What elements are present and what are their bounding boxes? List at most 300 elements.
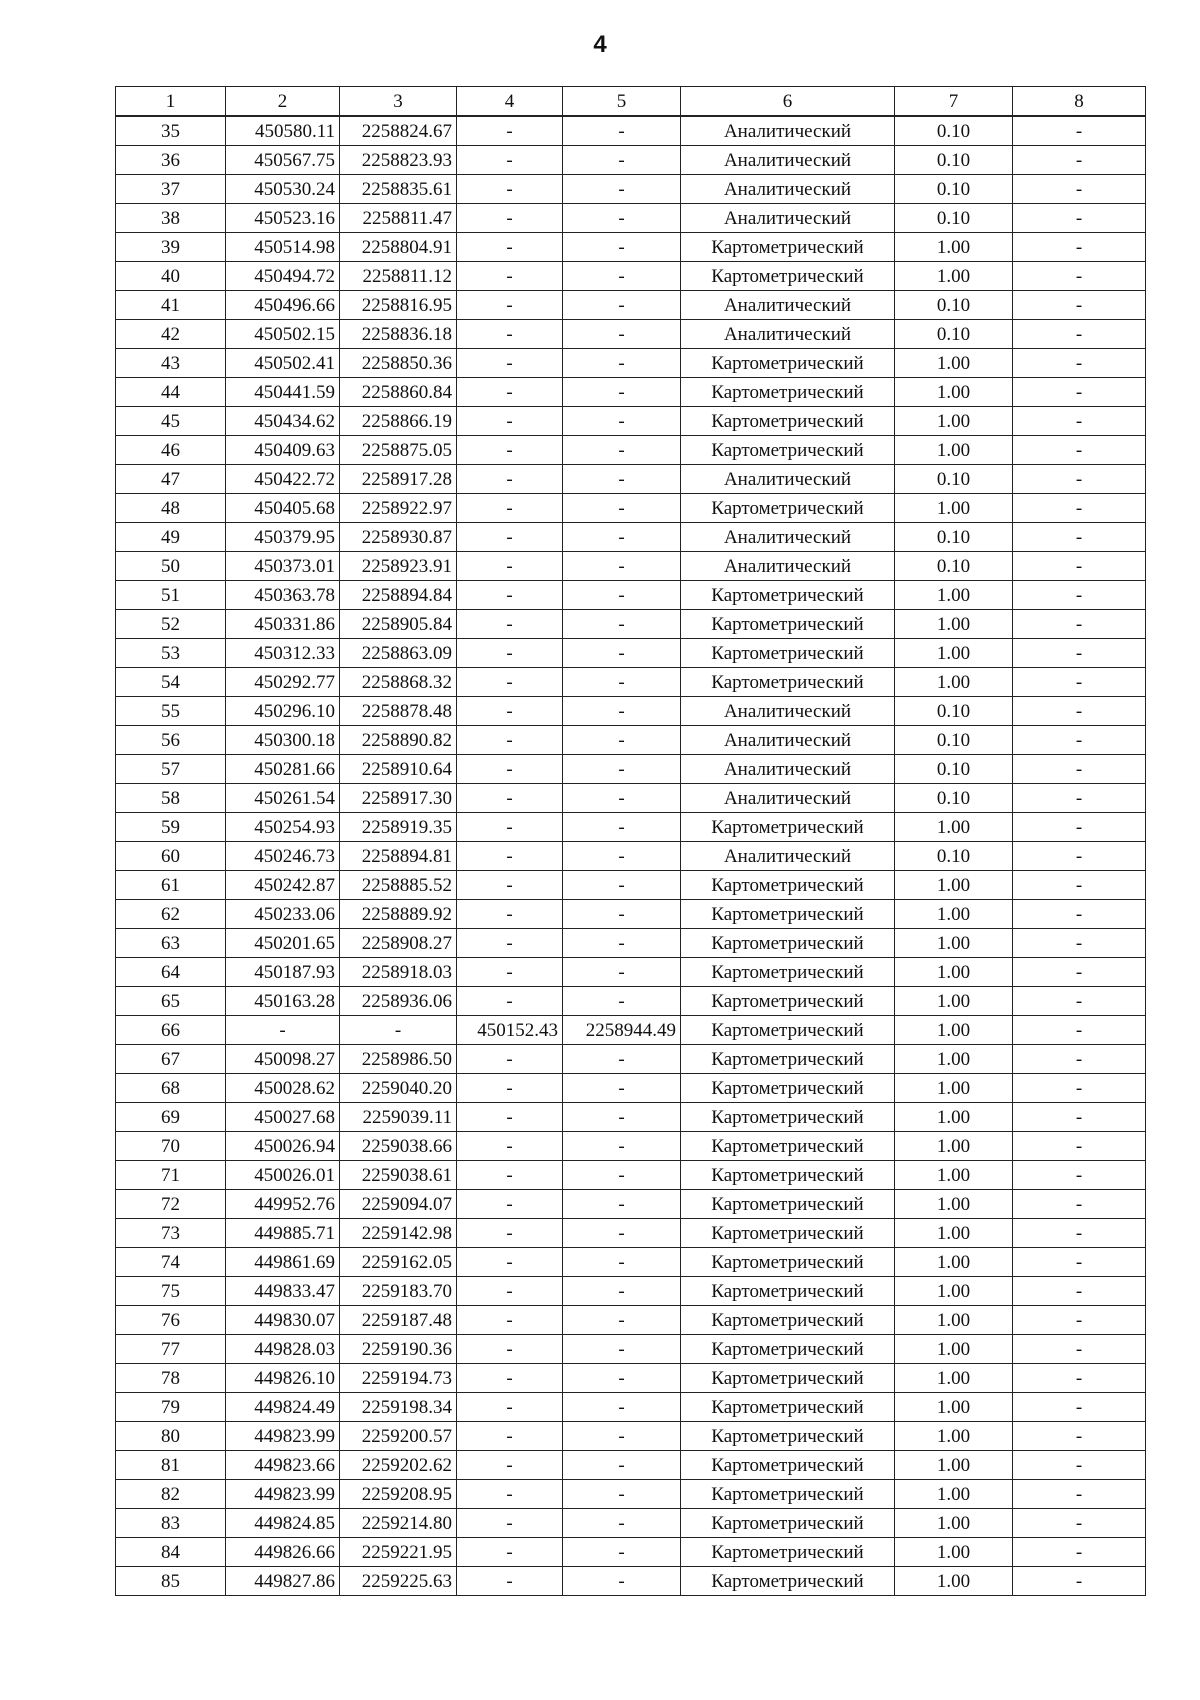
table-row [116,958,1146,987]
accuracy-cell: 0.10 [895,465,1013,494]
new-y-coordinate-cell: - [563,233,681,262]
description-cell: - [1013,262,1146,291]
table-row [116,813,1146,842]
point-number-cell: 74 [116,1248,226,1277]
new-x-coordinate-cell: - [457,1509,563,1538]
new-y-coordinate-cell: - [563,407,681,436]
new-x-coordinate-cell: - [457,465,563,494]
y-coordinate-cell: 2259038.61 [340,1161,457,1190]
x-coordinate-cell: 450514.98 [226,233,340,262]
new-x-coordinate-cell: - [457,987,563,1016]
point-number-cell: 67 [116,1045,226,1074]
y-coordinate-cell: 2259190.36 [340,1335,457,1364]
accuracy-cell: 0.10 [895,552,1013,581]
point-number-cell: 64 [116,958,226,987]
point-number-cell: 78 [116,1364,226,1393]
new-y-coordinate-cell: - [563,1190,681,1219]
accuracy-cell: 1.00 [895,1538,1013,1567]
table-row [116,552,1146,581]
x-coordinate-cell: 450246.73 [226,842,340,871]
point-number-cell: 58 [116,784,226,813]
x-coordinate-cell: 450441.59 [226,378,340,407]
new-x-coordinate-cell: 450152.43 [457,1016,563,1045]
new-y-coordinate-cell: - [563,958,681,987]
point-number-cell: 72 [116,1190,226,1219]
new-x-coordinate-cell: - [457,1219,563,1248]
point-number-cell: 81 [116,1451,226,1480]
y-coordinate-cell: 2258894.81 [340,842,457,871]
new-x-coordinate-cell: - [457,1161,563,1190]
y-coordinate-cell: 2258836.18 [340,320,457,349]
x-coordinate-cell: 450292.77 [226,668,340,697]
y-coordinate-cell: 2258986.50 [340,1045,457,1074]
point-number-cell: 71 [116,1161,226,1190]
point-number-cell: 38 [116,204,226,233]
y-coordinate-cell: 2258910.64 [340,755,457,784]
y-coordinate-cell: 2258894.84 [340,581,457,610]
x-coordinate-cell: 450028.62 [226,1074,340,1103]
x-coordinate-cell: - [226,1016,340,1045]
method-cell: Картометрический [681,494,895,523]
new-x-coordinate-cell: - [457,378,563,407]
point-number-cell: 70 [116,1132,226,1161]
description-cell: - [1013,581,1146,610]
description-cell: - [1013,1538,1146,1567]
new-x-coordinate-cell: - [457,1277,563,1306]
x-coordinate-cell: 450233.06 [226,900,340,929]
accuracy-cell: 1.00 [895,1422,1013,1451]
table-row [116,1016,1146,1045]
table-row [116,784,1146,813]
new-x-coordinate-cell: - [457,494,563,523]
y-coordinate-cell: 2258889.92 [340,900,457,929]
new-x-coordinate-cell: - [457,784,563,813]
x-coordinate-cell: 450254.93 [226,813,340,842]
point-number-cell: 48 [116,494,226,523]
x-coordinate-cell: 449826.66 [226,1538,340,1567]
point-number-cell: 63 [116,929,226,958]
description-cell: - [1013,523,1146,552]
x-coordinate-cell: 449823.66 [226,1451,340,1480]
x-coordinate-cell: 450201.65 [226,929,340,958]
column-header-1: 1 [116,87,226,117]
point-number-cell: 41 [116,291,226,320]
description-cell: - [1013,1190,1146,1219]
new-x-coordinate-cell: - [457,523,563,552]
method-cell: Картометрический [681,1364,895,1393]
table-row [116,1422,1146,1451]
new-x-coordinate-cell: - [457,320,563,349]
accuracy-cell: 1.00 [895,378,1013,407]
new-x-coordinate-cell: - [457,436,563,465]
description-cell: - [1013,1277,1146,1306]
new-x-coordinate-cell: - [457,175,563,204]
table-row [116,320,1146,349]
new-y-coordinate-cell: 2258944.49 [563,1016,681,1045]
table-row [116,378,1146,407]
point-number-cell: 68 [116,1074,226,1103]
new-x-coordinate-cell: - [457,291,563,320]
method-cell: Картометрический [681,1335,895,1364]
new-y-coordinate-cell: - [563,871,681,900]
description-cell: - [1013,958,1146,987]
method-cell: Картометрический [681,378,895,407]
new-x-coordinate-cell: - [457,1103,563,1132]
point-number-cell: 39 [116,233,226,262]
point-number-cell: 82 [116,1480,226,1509]
new-x-coordinate-cell: - [457,639,563,668]
new-x-coordinate-cell: - [457,1567,563,1596]
accuracy-cell: 1.00 [895,1277,1013,1306]
new-y-coordinate-cell: - [563,755,681,784]
point-number-cell: 35 [116,116,226,146]
accuracy-cell: 1.00 [895,1132,1013,1161]
y-coordinate-cell: 2258930.87 [340,523,457,552]
x-coordinate-cell: 450281.66 [226,755,340,784]
y-coordinate-cell: 2259225.63 [340,1567,457,1596]
description-cell: - [1013,871,1146,900]
new-y-coordinate-cell: - [563,929,681,958]
description-cell: - [1013,987,1146,1016]
new-x-coordinate-cell: - [457,407,563,436]
y-coordinate-cell: 2259040.20 [340,1074,457,1103]
x-coordinate-cell: 449861.69 [226,1248,340,1277]
new-x-coordinate-cell: - [457,813,563,842]
column-header-6: 6 [681,87,895,117]
accuracy-cell: 1.00 [895,349,1013,378]
x-coordinate-cell: 450494.72 [226,262,340,291]
point-number-cell: 77 [116,1335,226,1364]
method-cell: Картометрический [681,668,895,697]
new-y-coordinate-cell: - [563,1451,681,1480]
table-row [116,146,1146,175]
new-x-coordinate-cell: - [457,755,563,784]
y-coordinate-cell: 2259221.95 [340,1538,457,1567]
new-y-coordinate-cell: - [563,349,681,378]
y-coordinate-cell: 2258868.32 [340,668,457,697]
x-coordinate-cell: 450027.68 [226,1103,340,1132]
x-coordinate-cell: 450434.62 [226,407,340,436]
new-x-coordinate-cell: - [457,1190,563,1219]
description-cell: - [1013,1567,1146,1596]
x-coordinate-cell: 450422.72 [226,465,340,494]
point-number-cell: 40 [116,262,226,291]
point-number-cell: 51 [116,581,226,610]
method-cell: Картометрический [681,1016,895,1045]
new-y-coordinate-cell: - [563,1277,681,1306]
accuracy-cell: 1.00 [895,494,1013,523]
description-cell: - [1013,146,1146,175]
accuracy-cell: 1.00 [895,407,1013,436]
new-y-coordinate-cell: - [563,378,681,407]
new-y-coordinate-cell: - [563,146,681,175]
new-y-coordinate-cell: - [563,1480,681,1509]
table-row [116,175,1146,204]
table-row [116,929,1146,958]
x-coordinate-cell: 449824.49 [226,1393,340,1422]
x-coordinate-cell: 449952.76 [226,1190,340,1219]
point-number-cell: 69 [116,1103,226,1132]
y-coordinate-cell: 2258804.91 [340,233,457,262]
point-number-cell: 80 [116,1422,226,1451]
accuracy-cell: 1.00 [895,233,1013,262]
accuracy-cell: 1.00 [895,436,1013,465]
x-coordinate-cell: 450163.28 [226,987,340,1016]
y-coordinate-cell: 2259200.57 [340,1422,457,1451]
x-coordinate-cell: 449830.07 [226,1306,340,1335]
new-x-coordinate-cell: - [457,204,563,233]
y-coordinate-cell: - [340,1016,457,1045]
new-y-coordinate-cell: - [563,116,681,146]
description-cell: - [1013,639,1146,668]
point-number-cell: 54 [116,668,226,697]
new-x-coordinate-cell: - [457,1045,563,1074]
method-cell: Аналитический [681,784,895,813]
table-row [116,1277,1146,1306]
method-cell: Картометрический [681,871,895,900]
x-coordinate-cell: 450098.27 [226,1045,340,1074]
new-y-coordinate-cell: - [563,1074,681,1103]
table-row [116,726,1146,755]
coordinates-table [115,86,1146,1596]
new-x-coordinate-cell: - [457,1364,563,1393]
table-row [116,1161,1146,1190]
accuracy-cell: 1.00 [895,1509,1013,1538]
point-number-cell: 79 [116,1393,226,1422]
new-x-coordinate-cell: - [457,1132,563,1161]
y-coordinate-cell: 2258866.19 [340,407,457,436]
new-y-coordinate-cell: - [563,1248,681,1277]
table-row [116,1364,1146,1393]
description-cell: - [1013,1016,1146,1045]
description-cell: - [1013,407,1146,436]
accuracy-cell: 1.00 [895,1103,1013,1132]
table-row [116,900,1146,929]
description-cell: - [1013,697,1146,726]
new-y-coordinate-cell: - [563,204,681,233]
accuracy-cell: 1.00 [895,1451,1013,1480]
point-number-cell: 36 [116,146,226,175]
y-coordinate-cell: 2258917.30 [340,784,457,813]
new-x-coordinate-cell: - [457,900,563,929]
accuracy-cell: 1.00 [895,813,1013,842]
x-coordinate-cell: 450312.33 [226,639,340,668]
accuracy-cell: 1.00 [895,900,1013,929]
method-cell: Картометрический [681,436,895,465]
x-coordinate-cell: 450379.95 [226,523,340,552]
y-coordinate-cell: 2258918.03 [340,958,457,987]
new-y-coordinate-cell: - [563,610,681,639]
description-cell: - [1013,1074,1146,1103]
point-number-cell: 65 [116,987,226,1016]
y-coordinate-cell: 2259194.73 [340,1364,457,1393]
method-cell: Картометрический [681,1277,895,1306]
new-y-coordinate-cell: - [563,581,681,610]
x-coordinate-cell: 450530.24 [226,175,340,204]
x-coordinate-cell: 450331.86 [226,610,340,639]
method-cell: Аналитический [681,320,895,349]
new-x-coordinate-cell: - [457,116,563,146]
column-header-2: 2 [226,87,340,117]
new-x-coordinate-cell: - [457,1422,563,1451]
description-cell: - [1013,784,1146,813]
method-cell: Картометрический [681,958,895,987]
new-x-coordinate-cell: - [457,1451,563,1480]
description-cell: - [1013,320,1146,349]
y-coordinate-cell: 2258824.67 [340,116,457,146]
accuracy-cell: 0.10 [895,697,1013,726]
new-y-coordinate-cell: - [563,1364,681,1393]
new-x-coordinate-cell: - [457,262,563,291]
new-x-coordinate-cell: - [457,349,563,378]
table-header [116,87,1146,117]
x-coordinate-cell: 449827.86 [226,1567,340,1596]
y-coordinate-cell: 2258875.05 [340,436,457,465]
description-cell: - [1013,726,1146,755]
point-number-cell: 47 [116,465,226,494]
accuracy-cell: 0.10 [895,204,1013,233]
point-number-cell: 55 [116,697,226,726]
table-row [116,233,1146,262]
x-coordinate-cell: 450363.78 [226,581,340,610]
point-number-cell: 59 [116,813,226,842]
x-coordinate-cell: 449826.10 [226,1364,340,1393]
x-coordinate-cell: 450580.11 [226,116,340,146]
y-coordinate-cell: 2258835.61 [340,175,457,204]
table-row [116,1480,1146,1509]
accuracy-cell: 1.00 [895,871,1013,900]
method-cell: Картометрический [681,1074,895,1103]
method-cell: Аналитический [681,146,895,175]
table-row [116,842,1146,871]
point-number-cell: 83 [116,1509,226,1538]
x-coordinate-cell: 449885.71 [226,1219,340,1248]
point-number-cell: 57 [116,755,226,784]
accuracy-cell: 1.00 [895,581,1013,610]
description-cell: - [1013,175,1146,204]
x-coordinate-cell: 449824.85 [226,1509,340,1538]
method-cell: Аналитический [681,552,895,581]
table-row [116,291,1146,320]
y-coordinate-cell: 2258936.06 [340,987,457,1016]
new-x-coordinate-cell: - [457,581,563,610]
method-cell: Картометрический [681,1393,895,1422]
point-number-cell: 76 [116,1306,226,1335]
accuracy-cell: 1.00 [895,610,1013,639]
column-header-4: 4 [457,87,563,117]
x-coordinate-cell: 450300.18 [226,726,340,755]
method-cell: Картометрический [681,1509,895,1538]
method-cell: Картометрический [681,1219,895,1248]
new-y-coordinate-cell: - [563,900,681,929]
new-y-coordinate-cell: - [563,697,681,726]
table-row [116,436,1146,465]
point-number-cell: 44 [116,378,226,407]
method-cell: Картометрический [681,1103,895,1132]
point-number-cell: 42 [116,320,226,349]
new-y-coordinate-cell: - [563,1045,681,1074]
column-header-8: 8 [1013,87,1146,117]
method-cell: Аналитический [681,116,895,146]
new-y-coordinate-cell: - [563,1538,681,1567]
x-coordinate-cell: 450261.54 [226,784,340,813]
table-row [116,610,1146,639]
x-coordinate-cell: 450026.01 [226,1161,340,1190]
new-y-coordinate-cell: - [563,262,681,291]
point-number-cell: 52 [116,610,226,639]
x-coordinate-cell: 450242.87 [226,871,340,900]
new-y-coordinate-cell: - [563,668,681,697]
x-coordinate-cell: 450502.15 [226,320,340,349]
new-x-coordinate-cell: - [457,958,563,987]
new-y-coordinate-cell: - [563,436,681,465]
description-cell: - [1013,1306,1146,1335]
description-cell: - [1013,204,1146,233]
description-cell: - [1013,668,1146,697]
method-cell: Картометрический [681,262,895,291]
description-cell: - [1013,1045,1146,1074]
description-cell: - [1013,755,1146,784]
new-y-coordinate-cell: - [563,494,681,523]
new-y-coordinate-cell: - [563,726,681,755]
table-row [116,116,1146,146]
accuracy-cell: 1.00 [895,1306,1013,1335]
point-number-cell: 84 [116,1538,226,1567]
y-coordinate-cell: 2259198.34 [340,1393,457,1422]
y-coordinate-cell: 2259208.95 [340,1480,457,1509]
description-cell: - [1013,1335,1146,1364]
point-number-cell: 61 [116,871,226,900]
method-cell: Картометрический [681,1248,895,1277]
method-cell: Картометрический [681,1480,895,1509]
new-y-coordinate-cell: - [563,175,681,204]
y-coordinate-cell: 2258878.48 [340,697,457,726]
point-number-cell: 53 [116,639,226,668]
x-coordinate-cell: 449823.99 [226,1480,340,1509]
accuracy-cell: 0.10 [895,523,1013,552]
description-cell: - [1013,813,1146,842]
description-cell: - [1013,1422,1146,1451]
table-row [116,1393,1146,1422]
new-x-coordinate-cell: - [457,1480,563,1509]
point-number-cell: 62 [116,900,226,929]
description-cell: - [1013,291,1146,320]
y-coordinate-cell: 2259214.80 [340,1509,457,1538]
new-x-coordinate-cell: - [457,610,563,639]
method-cell: Картометрический [681,1306,895,1335]
new-y-coordinate-cell: - [563,987,681,1016]
accuracy-cell: 1.00 [895,929,1013,958]
accuracy-cell: 0.10 [895,291,1013,320]
method-cell: Картометрический [681,1190,895,1219]
description-cell: - [1013,494,1146,523]
y-coordinate-cell: 2259039.11 [340,1103,457,1132]
new-y-coordinate-cell: - [563,465,681,494]
description-cell: - [1013,378,1146,407]
method-cell: Картометрический [681,407,895,436]
new-x-coordinate-cell: - [457,1074,563,1103]
new-x-coordinate-cell: - [457,871,563,900]
accuracy-cell: 1.00 [895,1393,1013,1422]
new-y-coordinate-cell: - [563,320,681,349]
accuracy-cell: 1.00 [895,1567,1013,1596]
table-row [116,1190,1146,1219]
new-x-coordinate-cell: - [457,146,563,175]
description-cell: - [1013,436,1146,465]
description-cell: - [1013,929,1146,958]
new-y-coordinate-cell: - [563,1103,681,1132]
method-cell: Аналитический [681,291,895,320]
